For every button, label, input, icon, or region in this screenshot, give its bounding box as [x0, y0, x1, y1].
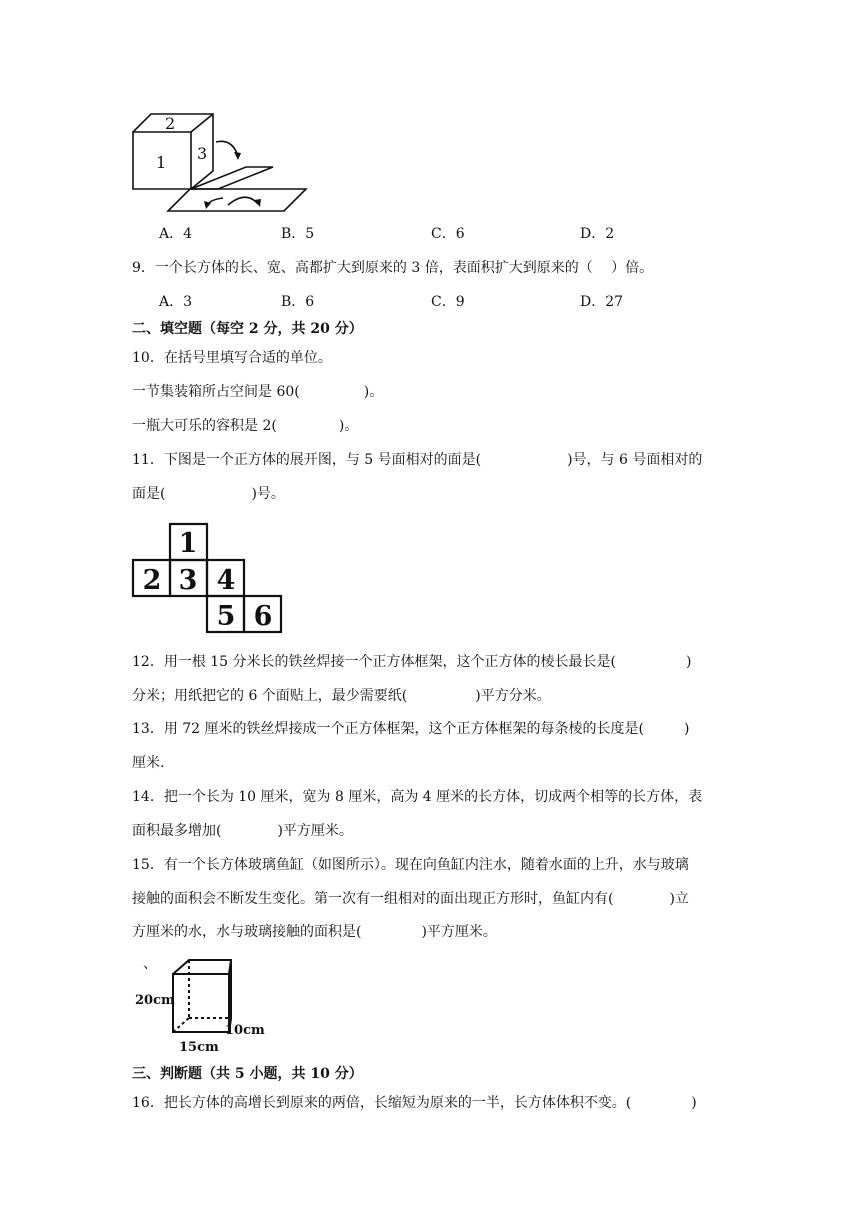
q11-line-1 [132, 450, 702, 470]
q12-line-1 [132, 652, 691, 672]
q11-line-1-mid: )号，与 6 号面相对的 [567, 452, 703, 468]
net-face-6: 6 [253, 601, 273, 632]
tank-corner-mark: 、 [143, 956, 157, 972]
q10-line-1-suffix: )。 [363, 384, 384, 400]
q13-line-1 [132, 719, 689, 739]
q8-option-d[interactable]: D．2 [580, 226, 615, 242]
q15-line-3-suffix: )平方厘米。 [421, 924, 497, 940]
q12-line-2-suffix: )平方分米。 [475, 688, 551, 704]
q14-line-2 [132, 821, 353, 841]
q13-line-1-prefix: 13．用 72 厘米的铁丝焊接成一个正方体框架，这个正方体框架的每条棱的长度是( [132, 721, 644, 737]
q8-option-b[interactable]: B．5 [281, 226, 315, 242]
q15-line-2-prefix: 接触的面积会不断发生变化。第一次有一组相对的面出现正方形时，鱼缸内有( [132, 891, 614, 907]
section-3-heading: 三、判断题（共 5 小题，共 10 分） [132, 1066, 363, 1082]
q9-question: 9．一个长方体的长、宽、高都扩大到原来的 3 倍，表面积扩大到原来的（ ）倍。 [132, 260, 654, 276]
q11-line-2-prefix: 面是( [132, 486, 166, 502]
q10-line-2-prefix: 一瓶大可乐的容积是 2( [132, 418, 277, 434]
q13-line-1-suffix: ) [684, 721, 690, 737]
q12-line-1-prefix: 12．用一根 15 分米长的铁丝焊接一个正方体框架，这个正方体的棱长最长是( [132, 654, 616, 670]
q14-line-2-prefix: 面积最多增加( [132, 823, 222, 839]
q9-option-b[interactable]: B．6 [281, 294, 315, 310]
q15-line-3-prefix: 方厘米的水，水与玻璃接触的面积是( [132, 924, 362, 940]
q14-line-1: 14．把一个长为 10 厘米，宽为 8 厘米，高为 4 厘米的长方体，切成两个相等的长方体，表 [132, 789, 703, 805]
q11-line-2-suffix: )号。 [251, 486, 285, 502]
net-face-4: 4 [216, 565, 236, 596]
q10-question: 10．在括号里填写合适的单位。 [132, 350, 332, 366]
q16-line [132, 1093, 697, 1113]
q10-line-1-prefix: 一节集装箱所占空间是 60( [132, 384, 300, 400]
q14-line-2-suffix: )平方厘米。 [277, 823, 353, 839]
fish-tank-figure [135, 956, 265, 1054]
q16-prefix: 16．把长方体的高增长到原来的两倍，长缩短为原来的一半，长方体体积不变。( [132, 1095, 632, 1111]
net-face-3: 3 [178, 565, 198, 596]
cube-net-figure [131, 522, 287, 636]
q9-option-d[interactable]: D．27 [580, 294, 624, 310]
q9-option-c[interactable]: C．9 [431, 294, 465, 310]
section-2-heading: 二、填空题（每空 2 分，共 20 分） [132, 321, 363, 337]
q13-line-2: 厘米. [132, 755, 165, 771]
q11-line-2 [132, 484, 285, 504]
q16-suffix: ) [691, 1095, 697, 1111]
q10-line-1 [132, 382, 383, 402]
cube-front-face-label: 1 [156, 153, 167, 172]
q15-line-2 [132, 889, 689, 909]
q12-line-2 [132, 686, 551, 706]
q15-line-2-suffix: )立 [669, 891, 689, 907]
q15-line-1: 15．有一个长方体玻璃鱼缸（如图所示）。现在向鱼缸内注水，随着水面的上升，水与玻璃 [132, 857, 689, 873]
cube-top-face-label: 2 [165, 114, 176, 133]
q10-line-2-suffix: )。 [338, 418, 359, 434]
q11-line-1-prefix: 11．下图是一个正方体的展开图，与 5 号面相对的面是( [132, 452, 482, 468]
cube-fold-figure [128, 108, 308, 216]
q8-option-a[interactable]: A．4 [159, 226, 193, 242]
tank-height-label: 20cm [135, 993, 175, 1008]
q9-option-a[interactable]: A．3 [159, 294, 193, 310]
tank-width-label: 10cm [225, 1023, 265, 1038]
tank-length-label: 15cm [179, 1040, 219, 1054]
q12-line-1-suffix: ) [686, 654, 692, 670]
cube-side-face-label: 3 [197, 144, 208, 163]
q15-line-3 [132, 922, 497, 942]
q8-option-c[interactable]: C．6 [431, 226, 465, 242]
net-face-1: 1 [178, 528, 198, 559]
q10-line-2 [132, 416, 358, 436]
net-face-5: 5 [216, 601, 236, 632]
q12-line-2-prefix: 分米；用纸把它的 6 个面贴上，最少需要纸( [132, 688, 408, 704]
net-face-2: 2 [142, 565, 162, 596]
